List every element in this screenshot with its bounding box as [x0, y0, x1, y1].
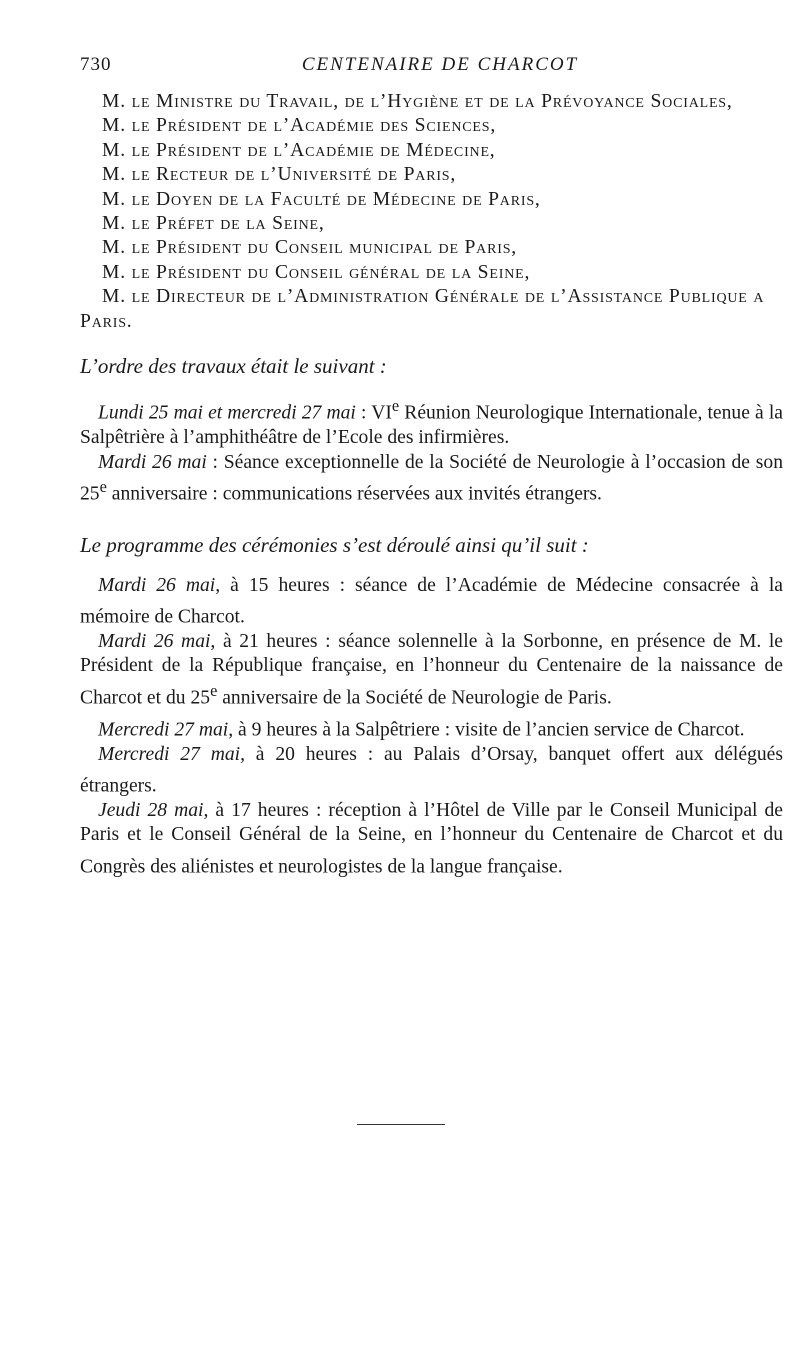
ordinal-superscript: e [99, 477, 107, 497]
program-paragraph [80, 574, 783, 630]
agenda-text: : VI [355, 403, 392, 424]
program-text: à 21 heures : séance solennelle à la Sorbonne, en présence de M. le Président de la République française, en l’honneur du Centenaire de la naissance de Charcot et du 25 [80, 630, 784, 709]
dedication-line: M. le Président du Conseil général de la Seine, [102, 261, 531, 283]
section-end-rule [357, 1124, 445, 1125]
section-heading-programme: Le programme des cérémonies s’est déroulé ainsi qu’il suit : [80, 533, 589, 558]
dedication-line: M. le Doyen de la Faculté de Médecine de Paris, [102, 188, 541, 210]
dedication-line: M. le Président de l’Académie de Médecine, [102, 139, 496, 161]
agenda-text: anniversaire : communications réservées aux invités étrangers. [106, 483, 602, 505]
dedication-line: M. le Directeur de l’Administration Générale de l’Assistance Publique a Paris. [80, 286, 765, 332]
program-date: Mercredi 27 mai, [98, 743, 245, 765]
dedication-line: M. le Président du Conseil municipal de Paris, [102, 237, 517, 259]
program-text: à 15 heures : séance de l’Académie de Médecine consacrée à la mémoire de Charcot. [80, 574, 783, 628]
program-text: à 20 heures : au Palais d’Orsay, banquet offert aux délégués étrangers. [80, 743, 783, 797]
program-date: Mardi 26 mai, [98, 630, 216, 652]
dedication-line: M. le Recteur de l’Université de Paris, [102, 164, 457, 186]
program-text: à 9 heures à la Salpêtriere : visite de l’ancien service de Charcot. [233, 719, 745, 741]
agenda-paragraph [80, 394, 783, 450]
page-body [80, 90, 783, 880]
program-paragraph [80, 799, 783, 880]
dedication-list [80, 90, 783, 334]
agenda-paragraph [80, 451, 783, 507]
agenda-date: Lundi 25 mai et mercredi 27 mai [98, 403, 356, 424]
ordinal-superscript: e [210, 680, 218, 700]
program-paragraph [80, 743, 783, 799]
dedication-line: M. le Préfet de la Seine, [102, 213, 325, 235]
program-text: anniversaire de la Société de Neurologie de Paris. [217, 687, 612, 709]
page-number: 730 [80, 54, 112, 75]
program-paragraph [80, 630, 783, 711]
running-title: CENTENAIRE DE CHARCOT [301, 54, 579, 75]
program-date: Jeudi 28 mai, [98, 799, 209, 821]
agenda-text: : Séance exceptionnelle de la Société de Neurologie à l’occasion de son 25 [80, 451, 783, 505]
dedication-line: M. le Ministre du Travail, de l’Hygiène et de la Prévoyance Sociales, [102, 91, 733, 112]
page-header [80, 54, 760, 82]
agenda-text: Réunion Neurologique Internationale, tenue à la Salpêtrière à l’amphithéâtre de l’Ecole des infirmières. [80, 403, 783, 449]
section-heading-travaux: L’ordre des travaux était le suivant : [80, 354, 387, 379]
program-date: Mercredi 27 mai, [98, 719, 234, 741]
program-date: Mardi 26 mai, [98, 574, 221, 596]
agenda-date: Mardi 26 mai [98, 451, 207, 473]
dedication-line: M. le Président de l’Académie des Sciences, [102, 115, 497, 137]
program-paragraph [80, 711, 783, 743]
ordinal-superscript: e [391, 396, 400, 416]
program-text: à 17 heures : réception à l’Hôtel de Ville par le Conseil Municipal de Paris et le Conseil Général de la Seine, en l’honneur du Centenaire de Charcot et du Congrès des aliénistes et neurologistes de la langue française. [80, 799, 783, 878]
